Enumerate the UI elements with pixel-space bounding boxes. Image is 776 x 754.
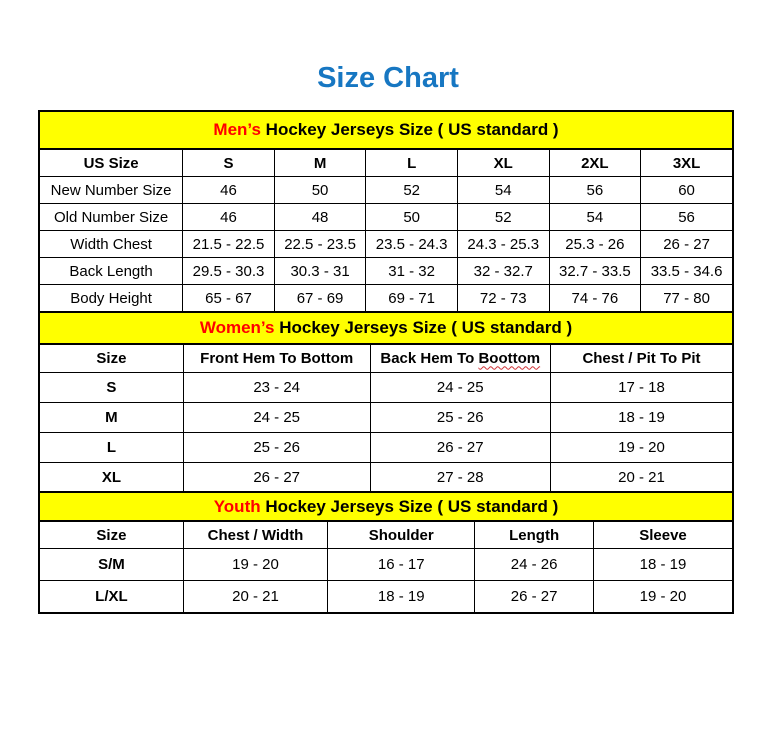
row-label: Old Number Size xyxy=(39,204,183,231)
size-value: 33.5 - 34.6 xyxy=(641,258,733,285)
size-value: 60 xyxy=(641,177,733,204)
size-value: 17 - 18 xyxy=(550,372,733,402)
table-row xyxy=(39,204,733,231)
table-row xyxy=(39,549,733,581)
table-row xyxy=(39,432,733,462)
column-header: Sleeve xyxy=(593,521,733,549)
size-value: 67 - 69 xyxy=(274,285,366,313)
size-value: 48 xyxy=(274,204,366,231)
size-value: 20 - 21 xyxy=(550,462,733,493)
table-row xyxy=(39,372,733,402)
womens-heading-row xyxy=(39,312,733,344)
column-header: Size xyxy=(39,521,183,549)
heading-accent: Youth xyxy=(213,496,261,516)
mens-section-heading xyxy=(39,111,733,149)
heading-accent: Women’s xyxy=(199,317,275,337)
size-value: 52 xyxy=(366,177,458,204)
table-row xyxy=(39,402,733,432)
table-row xyxy=(39,285,733,313)
size-value: 27 - 28 xyxy=(370,462,550,493)
size-value: 25.3 - 26 xyxy=(549,231,641,258)
size-value: 54 xyxy=(549,204,641,231)
page-title: Size Chart xyxy=(317,62,459,94)
mens-column-header-row xyxy=(39,149,733,177)
size-value: 23 - 24 xyxy=(183,372,370,402)
column-header: Chest / Width xyxy=(183,521,327,549)
column-header-text: Back Hem To xyxy=(380,349,479,367)
column-header: Front Hem To Bottom xyxy=(183,344,370,373)
womens-section-heading xyxy=(39,312,733,344)
column-header: 2XL xyxy=(549,149,641,177)
row-label: L xyxy=(39,432,183,462)
size-value: 25 - 26 xyxy=(183,432,370,462)
size-value: 32 - 32.7 xyxy=(457,258,549,285)
size-value: 25 - 26 xyxy=(370,402,550,432)
row-label: New Number Size xyxy=(39,177,183,204)
size-value: 46 xyxy=(183,177,275,204)
size-value: 18 - 19 xyxy=(328,581,475,614)
column-header: L xyxy=(366,149,458,177)
size-value: 23.5 - 24.3 xyxy=(366,231,458,258)
size-value: 19 - 20 xyxy=(183,549,327,581)
row-label: S xyxy=(39,372,183,402)
size-value: 31 - 32 xyxy=(366,258,458,285)
size-value: 29.5 - 30.3 xyxy=(183,258,275,285)
table-row xyxy=(39,258,733,285)
table-row xyxy=(39,177,733,204)
size-chart-tables xyxy=(38,110,734,614)
size-value: 18 - 19 xyxy=(550,402,733,432)
column-header: S xyxy=(183,149,275,177)
size-value: 50 xyxy=(274,177,366,204)
size-value: 26 - 27 xyxy=(183,462,370,493)
size-value: 24 - 25 xyxy=(183,402,370,432)
column-header: M xyxy=(274,149,366,177)
youth-heading-row xyxy=(39,492,733,521)
column-header xyxy=(370,344,550,373)
size-value: 26 - 27 xyxy=(641,231,733,258)
size-value: 52 xyxy=(457,204,549,231)
size-value: 24.3 - 25.3 xyxy=(457,231,549,258)
womens-size-table xyxy=(38,311,734,494)
row-label: L/XL xyxy=(39,581,183,614)
youth-column-header-row xyxy=(39,521,733,549)
size-value: 22.5 - 23.5 xyxy=(274,231,366,258)
size-value: 54 xyxy=(457,177,549,204)
womens-column-header-row xyxy=(39,344,733,373)
size-value: 24 - 26 xyxy=(475,549,594,581)
size-value: 46 xyxy=(183,204,275,231)
size-value: 50 xyxy=(366,204,458,231)
column-header: 3XL xyxy=(641,149,733,177)
row-label: Back Length xyxy=(39,258,183,285)
column-header: US Size xyxy=(39,149,183,177)
size-value: 21.5 - 22.5 xyxy=(183,231,275,258)
size-value: 24 - 25 xyxy=(370,372,550,402)
size-value: 56 xyxy=(641,204,733,231)
column-header: XL xyxy=(457,149,549,177)
size-value: 74 - 76 xyxy=(549,285,641,313)
table-row xyxy=(39,462,733,493)
column-header: Length xyxy=(475,521,594,549)
size-value: 26 - 27 xyxy=(370,432,550,462)
row-label: M xyxy=(39,402,183,432)
heading-rest: Hockey Jerseys Size ( US standard ) xyxy=(274,317,573,337)
heading-rest: Hockey Jerseys Size ( US standard ) xyxy=(260,496,559,516)
column-header: Shoulder xyxy=(328,521,475,549)
column-header: Size xyxy=(39,344,183,373)
size-value: 30.3 - 31 xyxy=(274,258,366,285)
row-label: XL xyxy=(39,462,183,493)
size-value: 20 - 21 xyxy=(183,581,327,614)
size-value: 77 - 80 xyxy=(641,285,733,313)
size-value: 65 - 67 xyxy=(183,285,275,313)
size-value: 16 - 17 xyxy=(328,549,475,581)
spellcheck-word: Boottom xyxy=(478,349,541,367)
table-row xyxy=(39,581,733,614)
youth-size-table xyxy=(38,491,734,614)
size-value: 26 - 27 xyxy=(475,581,594,614)
size-value: 19 - 20 xyxy=(593,581,733,614)
size-value: 56 xyxy=(549,177,641,204)
row-label: S/M xyxy=(39,549,183,581)
size-value: 32.7 - 33.5 xyxy=(549,258,641,285)
size-value: 19 - 20 xyxy=(550,432,733,462)
column-header: Chest / Pit To Pit xyxy=(550,344,733,373)
heading-rest: Hockey Jerseys Size ( US standard ) xyxy=(260,120,559,139)
table-row xyxy=(39,231,733,258)
size-value: 69 - 71 xyxy=(366,285,458,313)
youth-section-heading xyxy=(39,492,733,521)
size-value: 18 - 19 xyxy=(593,549,733,581)
row-label: Body Height xyxy=(39,285,183,313)
heading-accent: Men’s xyxy=(213,120,261,139)
size-value: 72 - 73 xyxy=(457,285,549,313)
mens-heading-row xyxy=(39,111,733,149)
mens-size-table xyxy=(38,110,734,313)
row-label: Width Chest xyxy=(39,231,183,258)
